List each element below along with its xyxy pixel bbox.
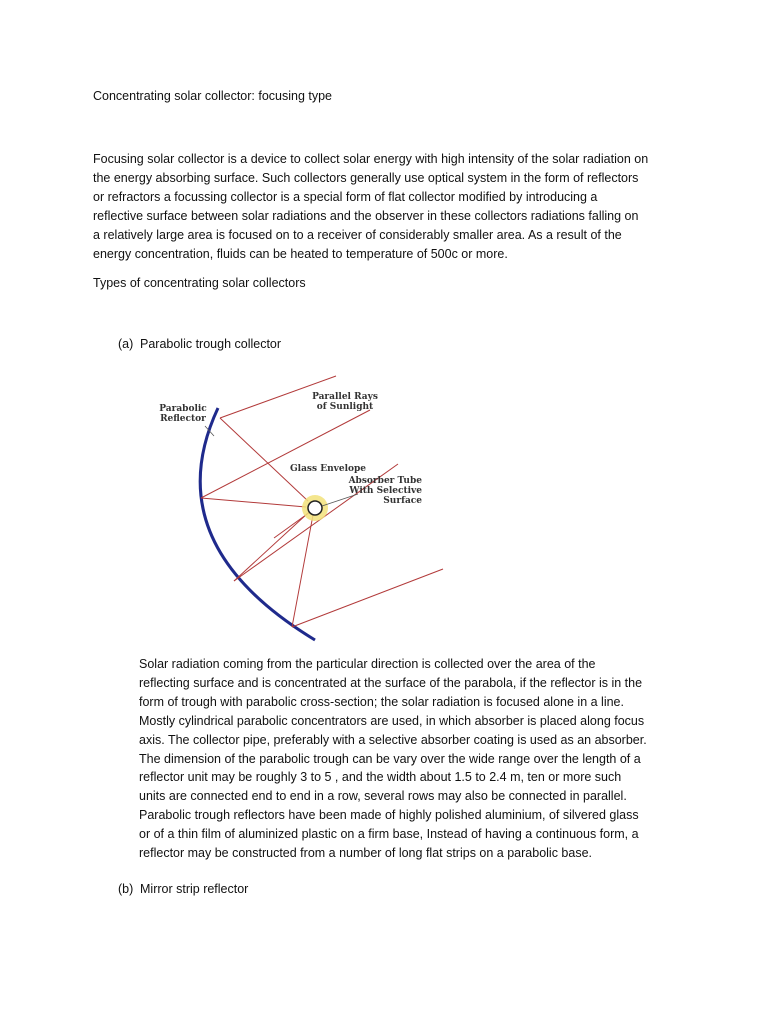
- sunlight-ray: [292, 569, 443, 627]
- desc-line: form of trough with parabolic cross-section; the solar radiation is focused alone in a line.: [139, 694, 624, 709]
- label-text: Reflector: [160, 414, 206, 424]
- description-paragraph: [139, 655, 684, 863]
- desc-line: reflecting surface and is concentrated at the surface of the parabola, if the reflector is in the: [139, 675, 643, 690]
- parabolic-reflector-curve: [200, 408, 315, 640]
- list-item-parabolic-trough: [118, 336, 281, 352]
- label-text: With Selective: [349, 486, 422, 496]
- list-marker: (b): [118, 882, 134, 896]
- list-item-label: Parabolic trough collector: [140, 337, 282, 351]
- intro-line: reflective surface between solar radiations and the observer in these collectors radiations falling on: [93, 209, 639, 223]
- label-text: of Sunlight: [316, 402, 374, 412]
- intro-line: Focusing solar collector is a device to collect solar energy with high intensity of the solar radiation on: [93, 152, 649, 166]
- desc-line: units are connected end to end in a row, several rows may also be connected in parallel.: [139, 789, 627, 804]
- desc-line: or of a thin film of aluminized plastic on a firm base, Instead of having a continuous form, a: [139, 827, 639, 842]
- types-heading: Types of concentrating solar collectors: [93, 276, 306, 290]
- desc-line: reflector unit may be roughly 3 to 5 , and the width about 1.5 to 2.4 m, ten or more such: [139, 770, 622, 785]
- reflected-ray: [274, 512, 310, 538]
- list-item-mirror-strip: [118, 881, 248, 897]
- list-marker: (a): [118, 337, 134, 351]
- label-text: Parabolic: [159, 404, 207, 414]
- desc-line: Mostly cylindrical parabolic concentrators are used, in which absorber is placed along focus: [139, 713, 645, 728]
- absorber-tube: [308, 501, 322, 515]
- parabolic-trough-diagram: [150, 368, 460, 646]
- intro-line: a relatively large area is focused on to a receiver of considerably smaller area. As a result of the: [93, 228, 622, 242]
- label-text: Surface: [383, 496, 422, 506]
- list-item-label: Mirror strip reflector: [140, 882, 249, 896]
- reflected-ray: [201, 498, 306, 507]
- intro-line: energy concentration, fluids can be heated to temperature of 500c or more.: [93, 247, 508, 261]
- label-glass-envelope: Glass Envelope: [290, 464, 367, 474]
- reflected-ray: [220, 418, 308, 501]
- intro-line: or refractors a focussing collector is a special form of flat collector modified by introducing a: [93, 190, 598, 204]
- desc-line: The dimension of the parabolic trough can be vary over the wide range over the length of a: [139, 751, 641, 766]
- label-absorber-tube: [336, 476, 422, 506]
- intro-line: the energy absorbing surface. Such collectors generally use optical system in the form of reflectors: [93, 171, 639, 185]
- label-parabolic-reflector: [156, 404, 210, 424]
- desc-line: axis. The collector pipe, preferably with a selective absorber coating is used as an absorber.: [139, 732, 647, 747]
- intro-paragraph: [93, 150, 683, 264]
- desc-line: Solar radiation coming from the particular direction is collected over the area of the: [139, 657, 596, 671]
- desc-line: reflector may be constructed from a number of long flat strips on a parabolic base.: [139, 846, 593, 861]
- page-title: Concentrating solar collector: focusing type: [93, 89, 333, 103]
- label-text: Absorber Tube: [348, 476, 422, 486]
- label-text: Parallel Rays: [312, 392, 378, 402]
- reflected-ray: [234, 513, 308, 581]
- desc-line: Parabolic trough reflectors have been made of highly polished aluminium, of silvered glass: [139, 808, 639, 823]
- label-parallel-rays: [300, 392, 390, 412]
